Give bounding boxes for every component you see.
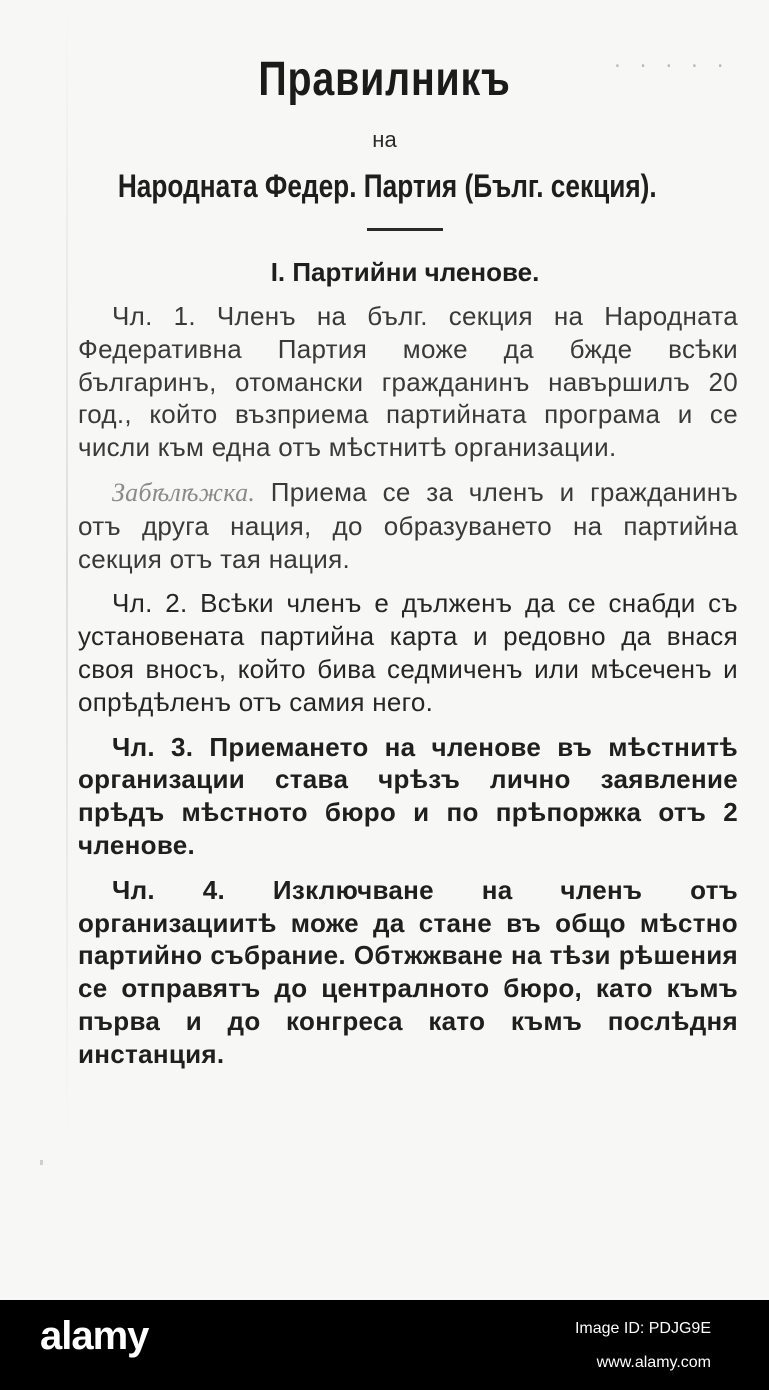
footer-url: www.alamy.com [596, 1354, 711, 1371]
image-id-label: Image ID: PDJG9E [574, 1320, 711, 1337]
article-4: Чл. 4. Изключване на членъ отъ организациитѣ може да стане въ общо мѣстно партийно събрание. Обтжжване на тѣзи рѣшения се отправятъ до централното бюро, като къмъ първа и до конгреса като къмъ послѣдня инстанция. [78, 874, 738, 1069]
section-heading: I. Партийни членове. [270, 257, 540, 287]
scan-artifact: · · · · · [612, 56, 728, 77]
document-subtitle-party: Народната Федер. Партия (Бълг. секция). [117, 168, 657, 204]
article-3: Чл. 3. Приемането на членове въ мѣстнитѣ организации става чрѣзъ лично заявление прѣдъ мѣстното бюро и по прѣпоржка отъ 2 членове. [78, 731, 738, 860]
note-label: Забѣлѣжка. [112, 477, 256, 507]
title-divider [367, 228, 443, 231]
scan-speck [40, 1160, 43, 1165]
note-text: Приема се за членъ и гражданинъ отъ друга нация, до образуването на партийна секция отъ тая нация. [78, 476, 738, 574]
document-body [78, 300, 738, 1071]
alamy-logo: alamy [40, 1314, 149, 1358]
article-2: Чл. 2. Всѣки членъ е дълженъ да се снабди съ установената партийна карта и редовно да внася своя вносъ, който бива седмиченъ или мѣсеченъ и опрѣдѣленъ отъ самия него. [78, 588, 738, 717]
article-1-note [78, 476, 738, 575]
document-subtitle-preposition: на [372, 127, 397, 152]
document-title: Правилникъ [258, 53, 511, 106]
article-1: Чл. 1. Членъ на бълг. секция на Народната Федеративна Партия може да бжде всѣки българинъ, отомански гражданинъ навършилъ 20 год., който възприема партийната програма и се числи към една отъ мѣстнитѣ организации. [78, 301, 738, 463]
scan-margin-shadow [66, 0, 68, 1140]
